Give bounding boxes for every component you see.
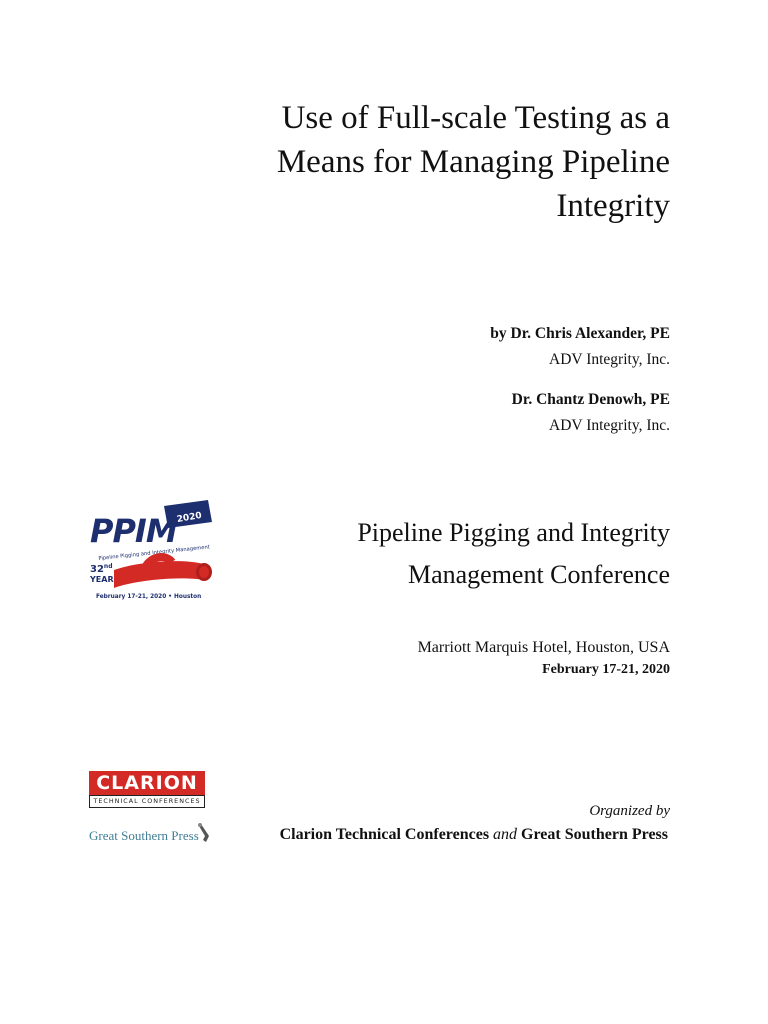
clarion-subtitle: TECHNICAL CONFERENCES [89,795,205,808]
ppim-logo [86,500,224,602]
organized-by-label: Organized by [589,803,670,819]
great-southern-press-logo [89,822,213,848]
organizer-clarion: Clarion Technical Conferences [279,826,490,843]
ppim-year-suffix: nd [103,563,113,570]
gsp-wordmark: Great Southern Press [89,828,199,843]
conference-line: Management Conference [407,560,670,589]
organizer-gsp: Great Southern Press [521,826,668,843]
conference-venue: Marriott Marquis Hotel, Houston, USA [417,639,670,656]
organizers-line [280,826,668,844]
conference-line: Pipeline Pigging and Integrity [357,518,670,547]
organizers-conjunction: and [493,826,518,843]
svg-text:32nd [90,563,113,575]
author-name: Dr. Chantz Denowh, PE [511,391,670,408]
pen-nib-icon [197,822,213,844]
ppim-tagline: Pipeline Pigging and Integrity Management [98,544,211,562]
conference-title [210,512,670,596]
ppim-year-count: 32 [90,564,104,575]
title-line: Integrity [556,188,670,224]
author-affiliation: ADV Integrity, Inc. [549,417,670,434]
author-name: by Dr. Chris Alexander, PE [490,325,670,342]
conference-dates: February 17-21, 2020 [542,662,670,677]
ppim-footer: February 17-21, 2020 • Houston [96,594,202,600]
ppim-wordmark: PPIM [90,512,177,550]
title-line: Use of Full-scale Testing as a [281,100,670,136]
author-block-1 [490,324,670,370]
author-block-2 [512,390,670,436]
ppim-year-badge: 2020 [176,510,203,526]
clarion-wordmark: CLARION [89,771,205,795]
author-affiliation: ADV Integrity, Inc. [549,351,670,368]
clarion-logo [89,771,205,808]
ppim-year-word: YEAR [90,575,114,584]
paper-title [150,96,670,228]
title-line: Means for Managing Pipeline [276,144,670,180]
